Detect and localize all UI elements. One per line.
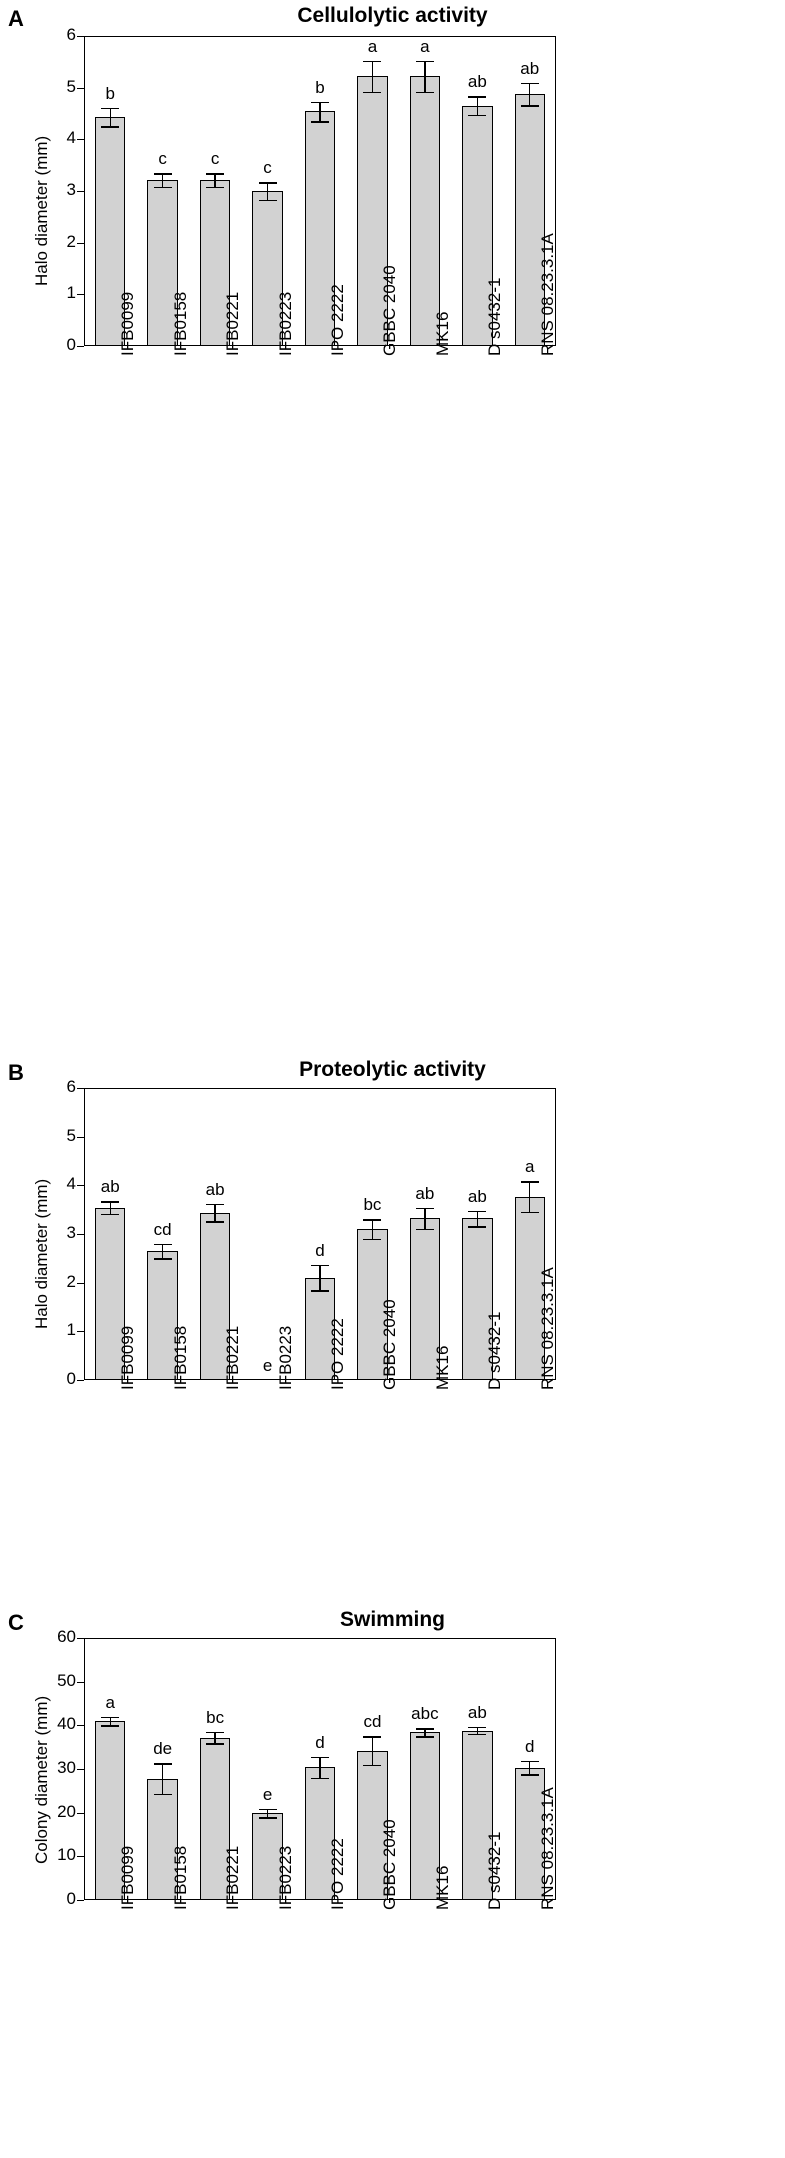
error-bar-cap (311, 102, 329, 103)
error-bar-cap (468, 115, 486, 116)
x-category-label: MK16 (432, 1865, 452, 1910)
y-tick-label: 1 (66, 283, 76, 303)
y-tick-label: 30 (57, 1758, 76, 1777)
significance-label: de (153, 1739, 173, 1759)
error-bar-cap (416, 1229, 434, 1230)
y-axis-label-a: Halo diameter (mm) (32, 135, 51, 286)
error-bar-cap (416, 1728, 434, 1729)
significance-label: d (315, 1241, 325, 1261)
significance-label: b (105, 83, 115, 103)
error-bar-cap (154, 1258, 172, 1259)
error-bar-cap (154, 173, 172, 174)
x-category-label: IFB0099 (118, 1325, 138, 1390)
y-tick-label: 0 (66, 1369, 76, 1388)
error-bar (110, 108, 111, 127)
error-bar (319, 1757, 320, 1778)
significance-label: d (315, 1732, 325, 1752)
y-tick-mark (77, 1234, 84, 1235)
error-bar (319, 102, 320, 122)
significance-label: c (158, 149, 167, 169)
error-bar-cap (416, 92, 434, 93)
y-tick-label: 0 (66, 1889, 76, 1908)
x-category-label: D s0432-1 (485, 1311, 505, 1390)
error-bar-cap (416, 1208, 434, 1209)
error-bar-cap (206, 1743, 224, 1744)
y-tick-label: 6 (66, 1077, 76, 1096)
error-bar (214, 1204, 215, 1222)
x-category-label: IFB0099 (118, 291, 138, 356)
significance-label: a (367, 36, 378, 56)
x-category-label: MK16 (432, 1345, 452, 1390)
y-tick-label: 60 (57, 1627, 76, 1646)
x-category-label: GBBC 2040 (380, 265, 400, 356)
x-category-label: IFB0221 (223, 1325, 243, 1390)
panel-letter-b: B (8, 1060, 24, 1085)
error-bar-cap (521, 83, 539, 84)
significance-label: b (315, 77, 325, 97)
error-bar-cap (363, 1239, 381, 1240)
x-category-label: GBBC 2040 (380, 1819, 400, 1910)
error-bar-cap (521, 105, 539, 106)
error-bar-cap (206, 187, 224, 188)
y-tick-mark (77, 1283, 84, 1284)
significance-label: a (525, 1157, 535, 1177)
error-bar-cap (416, 61, 434, 62)
significance-label: a (420, 36, 430, 56)
significance-label: ab (100, 1177, 120, 1197)
error-bar-cap (154, 187, 172, 188)
y-tick-mark (77, 139, 84, 140)
x-category-label: IFB0221 (223, 1845, 243, 1910)
error-bar (372, 1219, 373, 1238)
y-tick-mark (77, 191, 84, 192)
significance-label: ab (415, 1183, 435, 1203)
error-bar (267, 1809, 268, 1818)
x-category-label: IFB0223 (275, 1325, 295, 1390)
error-bar (214, 173, 215, 186)
error-bar-cap (206, 1732, 224, 1733)
error-bar-cap (311, 1290, 329, 1291)
error-bar-cap (101, 1214, 119, 1215)
bar (410, 76, 440, 346)
error-bar-cap (101, 1725, 119, 1726)
x-category-label: RNS 08.23.3.1A (537, 1267, 557, 1390)
x-category-label: D s0432-1 (485, 1831, 505, 1910)
y-tick-label: 5 (66, 1125, 76, 1145)
error-bar-cap (311, 121, 329, 122)
y-tick-mark (77, 1185, 84, 1186)
x-category-label: IFB0223 (275, 1845, 295, 1910)
error-bar (372, 61, 373, 92)
x-category-label: IPO 2222 (328, 1838, 347, 1910)
significance-label: ab (467, 1186, 487, 1206)
error-bar-cap (363, 1765, 381, 1766)
y-tick-mark (77, 1638, 84, 1639)
x-category-label: GBBC 2040 (380, 1299, 400, 1390)
error-bar (319, 1265, 320, 1290)
y-axis-label-c: Colony diameter (mm) (32, 1695, 51, 1864)
y-axis-label-b: Halo diameter (mm) (32, 1178, 51, 1329)
significance-label: ab (467, 1703, 487, 1723)
error-bar (110, 1201, 111, 1214)
significance-label: bc (363, 1195, 382, 1215)
significance-label: cd (153, 1219, 172, 1239)
significance-label: e (262, 1356, 273, 1375)
y-tick-label: 2 (66, 1271, 76, 1291)
y-tick-mark (77, 294, 84, 295)
error-bar-cap (311, 1757, 329, 1758)
error-bar-cap (206, 173, 224, 174)
x-category-label: IFB0223 (275, 291, 295, 356)
error-bar-cap (311, 1265, 329, 1266)
y-tick-label: 3 (66, 180, 76, 199)
error-bar (162, 1244, 163, 1259)
y-tick-mark (77, 88, 84, 89)
error-bar (477, 1211, 478, 1227)
y-tick-mark (77, 1813, 84, 1814)
x-category-label: IPO 2222 (328, 1318, 347, 1390)
error-bar-cap (311, 1778, 329, 1779)
error-bar-cap (521, 1774, 539, 1775)
significance-label: bc (206, 1707, 225, 1727)
y-tick-label: 1 (66, 1320, 76, 1340)
significance-label: ab (205, 1179, 225, 1199)
error-bar-cap (363, 92, 381, 93)
error-bar (529, 1181, 530, 1211)
y-tick-mark (77, 1856, 84, 1857)
y-tick-mark (77, 1137, 84, 1138)
panel-letter-a: A (8, 6, 24, 31)
panel-letter-c: C (8, 1610, 24, 1635)
y-tick-mark (77, 346, 84, 347)
error-bar-cap (416, 1736, 434, 1737)
significance-label: c (210, 149, 220, 169)
significance-label: e (262, 1784, 273, 1804)
y-tick-mark (77, 1331, 84, 1332)
significance-label: c (263, 158, 272, 178)
x-category-label: IPO 2222 (328, 284, 347, 356)
y-tick-mark (77, 36, 84, 37)
x-category-label: IFB0158 (170, 1845, 190, 1910)
error-bar-cap (363, 1736, 381, 1737)
y-tick-label: 40 (57, 1714, 76, 1734)
error-bar-cap (521, 1212, 539, 1213)
x-category-label: RNS 08.23.3.1A (537, 233, 557, 356)
y-tick-label: 4 (66, 128, 76, 148)
error-bar-cap (259, 1809, 277, 1810)
panel-title-b: Proteolytic activity (299, 1058, 486, 1081)
x-category-label: IFB0158 (170, 291, 190, 356)
error-bar (214, 1732, 215, 1743)
error-bar (162, 173, 163, 186)
error-bar-cap (363, 61, 381, 62)
y-tick-mark (77, 1900, 84, 1901)
significance-label: ab (520, 58, 540, 78)
panel-title-a: Cellulolytic activity (297, 4, 488, 27)
error-bar (162, 1763, 163, 1794)
error-bar-cap (206, 1221, 224, 1222)
y-tick-label: 20 (57, 1801, 76, 1821)
error-bar-cap (259, 200, 277, 201)
y-tick-mark (77, 1769, 84, 1770)
error-bar-cap (101, 1201, 119, 1202)
error-bar-cap (521, 1761, 539, 1762)
error-bar (424, 61, 425, 92)
x-category-label: IFB0099 (118, 1845, 138, 1910)
y-tick-mark (77, 1725, 84, 1726)
error-bar-cap (468, 96, 486, 97)
error-bar-cap (154, 1794, 172, 1795)
error-bar (529, 1761, 530, 1774)
x-category-label: D s0432-1 (485, 277, 505, 356)
y-tick-mark (77, 1380, 84, 1381)
significance-label: d (525, 1737, 535, 1757)
y-tick-label: 50 (57, 1670, 76, 1690)
y-tick-label: 4 (66, 1174, 76, 1194)
error-bar-cap (154, 1763, 172, 1764)
error-bar-cap (468, 1734, 486, 1735)
error-bar (477, 96, 478, 115)
y-tick-label: 6 (66, 25, 76, 44)
error-bar (424, 1208, 425, 1229)
error-bar-cap (101, 1717, 119, 1718)
error-bar-cap (101, 108, 119, 109)
y-tick-mark (77, 1682, 84, 1683)
error-bar (372, 1736, 373, 1765)
error-bar-cap (259, 1817, 277, 1818)
significance-label: cd (363, 1712, 382, 1732)
error-bar-cap (259, 182, 277, 183)
significance-label: abc (411, 1704, 439, 1724)
y-tick-label: 5 (66, 76, 76, 96)
x-category-label: RNS 08.23.3.1A (537, 1787, 557, 1910)
error-bar-cap (363, 1219, 381, 1220)
x-category-label: IFB0221 (223, 291, 243, 356)
x-category-label: IFB0158 (170, 1325, 190, 1390)
error-bar (267, 182, 268, 200)
significance-label: ab (467, 72, 487, 92)
error-bar (110, 1717, 111, 1726)
error-bar-cap (468, 1727, 486, 1728)
error-bar (529, 83, 530, 106)
error-bar-cap (468, 1211, 486, 1212)
error-bar-cap (521, 1181, 539, 1182)
y-tick-mark (77, 243, 84, 244)
error-bar-cap (468, 1226, 486, 1227)
error-bar-cap (154, 1244, 172, 1245)
x-category-label: MK16 (432, 311, 452, 356)
significance-label: a (105, 1692, 115, 1712)
y-tick-label: 0 (66, 335, 76, 354)
y-tick-label: 3 (66, 1223, 76, 1242)
panel-title-c: Swimming (339, 1608, 445, 1631)
y-tick-mark (77, 1088, 84, 1089)
y-tick-label: 2 (66, 231, 76, 251)
error-bar-cap (206, 1204, 224, 1205)
y-tick-label: 10 (57, 1845, 76, 1865)
error-bar-cap (101, 126, 119, 127)
